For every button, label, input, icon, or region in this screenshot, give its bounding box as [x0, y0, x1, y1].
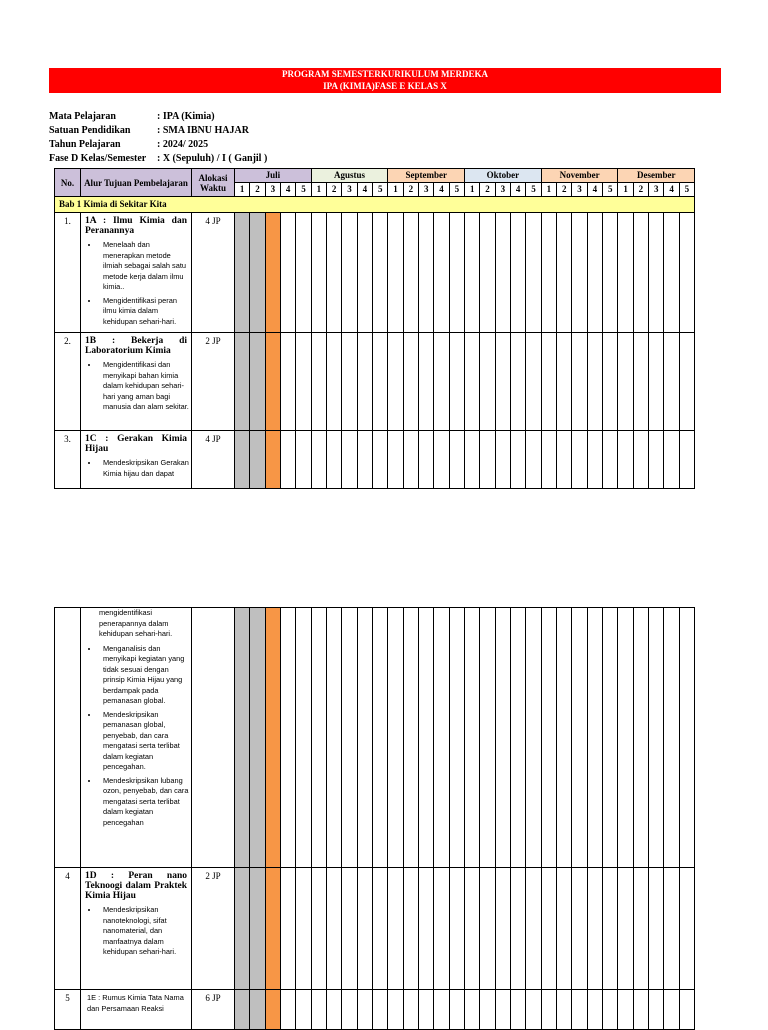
- time-allocation: 4 JP: [192, 431, 235, 489]
- week-cell: [526, 431, 541, 489]
- week-cell: [311, 213, 326, 333]
- week-cell: [649, 431, 664, 489]
- week-cell: [250, 608, 265, 868]
- week-cell: [296, 608, 311, 868]
- week-cell: [434, 431, 449, 489]
- week-cell: [449, 213, 464, 333]
- week-cell: [679, 431, 694, 489]
- info-row: [49, 152, 267, 166]
- info-key: Fase D Kelas/Semester: [49, 153, 147, 164]
- objective-cell: [81, 333, 192, 431]
- week-cell: [265, 213, 280, 333]
- week-number: 1: [618, 183, 633, 197]
- objective-title: 1B : Bekerja di Laboratorium Kimia: [85, 336, 187, 356]
- week-number: 1: [541, 183, 556, 197]
- row-number: 1.: [55, 213, 81, 333]
- week-cell: [250, 213, 265, 333]
- week-cell: [664, 333, 679, 431]
- time-allocation: 2 JP: [192, 868, 235, 990]
- bullet-list: [81, 458, 191, 479]
- header-alur: Alur Tujuan Pembelajaran: [81, 169, 192, 197]
- week-cell: [510, 608, 525, 868]
- week-cell: [480, 333, 495, 431]
- bullet-list: [81, 905, 191, 958]
- week-cell: [648, 608, 663, 868]
- week-cell: [557, 333, 572, 431]
- week-cell: [602, 608, 617, 868]
- week-cell: [327, 333, 342, 431]
- week-cell: [664, 213, 679, 333]
- week-cell: [342, 333, 357, 431]
- week-cell: [449, 333, 464, 431]
- week-cell: [280, 213, 295, 333]
- week-cell: [556, 868, 571, 990]
- week-cell: [465, 213, 480, 333]
- time-allocation: 6 JP: [192, 990, 235, 1030]
- week-cell: [649, 213, 664, 333]
- bullet-list: [81, 644, 191, 829]
- week-cell: [235, 868, 250, 990]
- week-cell: [464, 868, 479, 990]
- week-cell: [679, 868, 694, 990]
- week-cell: [618, 333, 633, 431]
- week-cell: [572, 333, 587, 431]
- info-value: : X (Sepuluh) / I ( Ganjil ): [157, 153, 268, 164]
- week-cell: [587, 213, 602, 333]
- week-cell: [679, 608, 694, 868]
- week-cell: [434, 608, 449, 868]
- title-banner: [49, 68, 721, 93]
- bullet-item: • Mendeskripsikan lubang ozon, penyebab, dan cara mengatasi serta terlibat dalam kegiatan pencegahan: [99, 776, 191, 829]
- row-number: 3.: [55, 431, 81, 489]
- bullet-item: • Menelaah dan menerapkan metode ilmiah sebagai salah satu metode kerja dalam ilmu kimia..: [99, 240, 191, 293]
- week-cell: [603, 431, 618, 489]
- week-cell: [403, 431, 418, 489]
- month-header: Juli: [235, 169, 312, 183]
- continued-text: mengidentifikasi penerapannya dalam kehidupan sehari-hari.: [99, 608, 173, 638]
- week-cell: [419, 431, 434, 489]
- week-cell: [357, 868, 372, 990]
- week-cell: [357, 431, 372, 489]
- week-cell: [418, 608, 433, 868]
- week-cell: [388, 608, 403, 868]
- objective-cell: [81, 868, 192, 990]
- week-cell: [556, 608, 571, 868]
- week-cell: [587, 431, 602, 489]
- week-cell: [465, 431, 480, 489]
- week-number: 2: [480, 183, 495, 197]
- week-number: 1: [311, 183, 326, 197]
- month-header: September: [388, 169, 465, 183]
- info-key: Tahun Pelajaran: [49, 139, 121, 150]
- week-cell: [326, 608, 341, 868]
- banner-line-1: PROGRAM SEMESTERKURIKULUM MERDEKA: [281, 69, 488, 79]
- bullet-list: [81, 240, 191, 327]
- week-cell: [357, 333, 372, 431]
- week-cell: [403, 608, 418, 868]
- week-cell: [265, 431, 280, 489]
- info-key: Satuan Pendidikan: [49, 125, 131, 136]
- week-cell: [235, 333, 250, 431]
- week-cell: [296, 213, 311, 333]
- week-cell: [449, 431, 464, 489]
- info-row: [49, 110, 267, 124]
- week-cell: [664, 868, 679, 990]
- week-cell: [280, 333, 295, 431]
- week-cell: [372, 868, 387, 990]
- week-cell: [296, 868, 311, 990]
- time-allocation: 2 JP: [192, 333, 235, 431]
- week-cell: [649, 333, 664, 431]
- week-cell: [327, 213, 342, 333]
- week-cell: [541, 431, 556, 489]
- bullet-item: • Mendeskripsikan nanoteknologi, sifat nanomaterial, dan manfaatnya dalam kehidupan sehari-hari.: [99, 905, 191, 958]
- week-cell: [633, 213, 648, 333]
- week-cell: [388, 431, 403, 489]
- week-number: 3: [649, 183, 664, 197]
- week-cell: [526, 608, 541, 868]
- week-cell: [250, 333, 265, 431]
- chapter-title: Bab 1 Kimia di Sekitar Kita: [55, 197, 695, 213]
- week-cell: [419, 213, 434, 333]
- week-cell: [526, 868, 541, 990]
- week-number: 4: [434, 183, 449, 197]
- info-row: [49, 138, 267, 152]
- week-cell: [495, 608, 510, 868]
- week-cell: [296, 333, 311, 431]
- week-cell: [633, 431, 648, 489]
- week-cell: [526, 333, 541, 431]
- time-allocation: 4 JP: [192, 213, 235, 333]
- week-cell: [434, 333, 449, 431]
- objective-cell: [81, 431, 192, 489]
- header-no: No.: [55, 169, 81, 197]
- week-number: 4: [587, 183, 602, 197]
- week-cell: [633, 868, 648, 990]
- week-cell: [572, 868, 587, 990]
- schedule-table-page-2: [54, 607, 695, 1030]
- week-cell: [526, 213, 541, 333]
- week-number: 3: [495, 183, 510, 197]
- objective-title: 1C : Gerakan Kimia Hijau: [85, 434, 187, 454]
- week-cell: [311, 868, 326, 990]
- week-number: 4: [280, 183, 295, 197]
- objective-title: 1D : Peran nano Teknoogi dalam Praktek Kimia Hijau: [85, 871, 187, 901]
- banner-line-2: IPA (KIMIA)FASE E KELAS X: [323, 81, 447, 91]
- objective-title: 1A : Ilmu Kimia dan Peranannya: [85, 216, 187, 236]
- week-cell: [373, 431, 388, 489]
- info-value: : IPA (Kimia): [157, 111, 215, 122]
- week-cell: [480, 213, 495, 333]
- week-cell: [342, 608, 357, 868]
- week-cell: [280, 868, 295, 990]
- week-cell: [342, 868, 357, 990]
- week-cell: [603, 213, 618, 333]
- week-cell: [250, 868, 265, 990]
- week-number: 1: [388, 183, 403, 197]
- objective-cell: [81, 213, 192, 333]
- week-number: 2: [327, 183, 342, 197]
- week-cell: [480, 431, 495, 489]
- info-row: [49, 124, 267, 138]
- week-cell: [480, 868, 495, 990]
- week-cell: [265, 868, 280, 990]
- week-number: 3: [419, 183, 434, 197]
- week-cell: [373, 333, 388, 431]
- week-cell: [357, 608, 372, 868]
- week-cell: [326, 868, 341, 990]
- bullet-item: • Mendeskripsikan Gerakan Kimia hijau dan dapat: [99, 458, 191, 479]
- week-cell: [265, 608, 280, 868]
- week-number: 3: [342, 183, 357, 197]
- week-cell: [388, 333, 403, 431]
- week-cell: [449, 608, 464, 868]
- row-number: 5: [55, 990, 81, 1030]
- week-cell: [434, 213, 449, 333]
- week-cell: [311, 608, 326, 868]
- bullet-item: • Mendeskripsikan pemanasan global, penyebab, dan cara mengatasi serta terlibat dalam kegiatan pencegahan.: [99, 710, 191, 773]
- week-cell: [280, 608, 295, 868]
- week-cell: [679, 333, 694, 431]
- info-block: [49, 110, 267, 166]
- week-number: 4: [357, 183, 372, 197]
- week-cell: [541, 213, 556, 333]
- week-cell: [419, 333, 434, 431]
- week-cell: [403, 333, 418, 431]
- month-header: Desember: [618, 169, 695, 183]
- week-cell: [587, 608, 602, 868]
- week-number: 4: [664, 183, 679, 197]
- bullet-item: • Mengidentifikasi peran ilmu kimia dalam kehidupan sehari-hari.: [99, 296, 191, 328]
- week-number: 2: [403, 183, 418, 197]
- week-cell: [603, 333, 618, 431]
- week-cell: [373, 213, 388, 333]
- week-cell: [388, 868, 403, 990]
- week-cell: [511, 333, 526, 431]
- week-cell: [434, 868, 449, 990]
- week-number: 5: [373, 183, 388, 197]
- week-cell: [280, 431, 295, 489]
- week-number: 4: [511, 183, 526, 197]
- week-cell: [403, 213, 418, 333]
- objective-title: 1E : Rumus Kimia Tata Nama dan Persamaan Reaksi: [87, 993, 184, 1013]
- week-cell: [587, 333, 602, 431]
- week-number: 2: [557, 183, 572, 197]
- week-number: 3: [265, 183, 280, 197]
- bullet-item: • Mengidentifikasi dan menyikapi bahan kimia dalam kehidupan sehari-hari yang aman bagi manusia dan alam sekitar.: [99, 360, 191, 413]
- week-cell: [372, 608, 387, 868]
- week-cell: [342, 431, 357, 489]
- week-cell: [511, 431, 526, 489]
- week-cell: [495, 333, 510, 431]
- row-number: 2.: [55, 333, 81, 431]
- bullet-item: • Menganalisis dan menyikapi kegiatan yang tidak sesuai dengan prinsip Kimia Hijau yang berdampak pada pemanasan global.: [99, 644, 191, 707]
- info-value: : 2024/ 2025: [157, 139, 209, 150]
- week-cell: [618, 608, 633, 868]
- week-number: 2: [633, 183, 648, 197]
- week-number: 5: [449, 183, 464, 197]
- objective-cell: [81, 608, 192, 868]
- info-key: Mata Pelajaran: [49, 111, 116, 122]
- week-number: 2: [250, 183, 265, 197]
- week-cell: [664, 608, 679, 868]
- month-header: Agustus: [311, 169, 388, 183]
- week-cell: [480, 608, 495, 868]
- week-number: 1: [235, 183, 250, 197]
- week-cell: [357, 213, 372, 333]
- header-alokasi: Alokasi Waktu: [192, 169, 235, 197]
- week-cell: [618, 213, 633, 333]
- week-cell: [235, 213, 250, 333]
- week-cell: [510, 868, 525, 990]
- week-number: 1: [465, 183, 480, 197]
- week-number: 5: [296, 183, 311, 197]
- bullet-list: [81, 360, 191, 413]
- week-cell: [572, 608, 587, 868]
- week-cell: [265, 333, 280, 431]
- week-cell: [449, 868, 464, 990]
- week-cell: [327, 431, 342, 489]
- week-number: 3: [572, 183, 587, 197]
- week-cell: [587, 868, 602, 990]
- week-cell: [572, 431, 587, 489]
- week-cell: [541, 608, 556, 868]
- week-cell: [311, 333, 326, 431]
- week-cell: [250, 431, 265, 489]
- info-value: : SMA IBNU HAJAR: [157, 125, 249, 136]
- week-cell: [511, 213, 526, 333]
- week-number: 5: [603, 183, 618, 197]
- week-cell: [557, 213, 572, 333]
- week-cell: [296, 431, 311, 489]
- week-cell: [648, 868, 663, 990]
- week-number: 5: [679, 183, 694, 197]
- week-cell: [572, 213, 587, 333]
- week-cell: [465, 333, 480, 431]
- week-cell: [495, 431, 510, 489]
- week-cell: [235, 608, 250, 868]
- week-cell: [633, 333, 648, 431]
- week-cell: [235, 431, 250, 489]
- week-cell: [311, 431, 326, 489]
- week-cell: [679, 213, 694, 333]
- schedule-table-page-1: [54, 168, 695, 489]
- month-header: November: [541, 169, 618, 183]
- week-cell: [388, 213, 403, 333]
- week-cell: [464, 608, 479, 868]
- week-number: 5: [526, 183, 541, 197]
- week-cell: [403, 868, 418, 990]
- row-number: 4: [55, 868, 81, 990]
- week-cell: [633, 608, 648, 868]
- week-cell: [664, 431, 679, 489]
- week-cell: [541, 333, 556, 431]
- week-cell: [495, 213, 510, 333]
- week-cell: [541, 868, 556, 990]
- week-cell: [557, 431, 572, 489]
- week-cell: [618, 868, 633, 990]
- month-header: Oktober: [465, 169, 542, 183]
- week-cell: [618, 431, 633, 489]
- week-cell: [602, 868, 617, 990]
- time-allocation: [192, 608, 235, 868]
- week-cell: [342, 213, 357, 333]
- week-cell: [495, 868, 510, 990]
- row-number: [55, 608, 81, 868]
- week-cell: [418, 868, 433, 990]
